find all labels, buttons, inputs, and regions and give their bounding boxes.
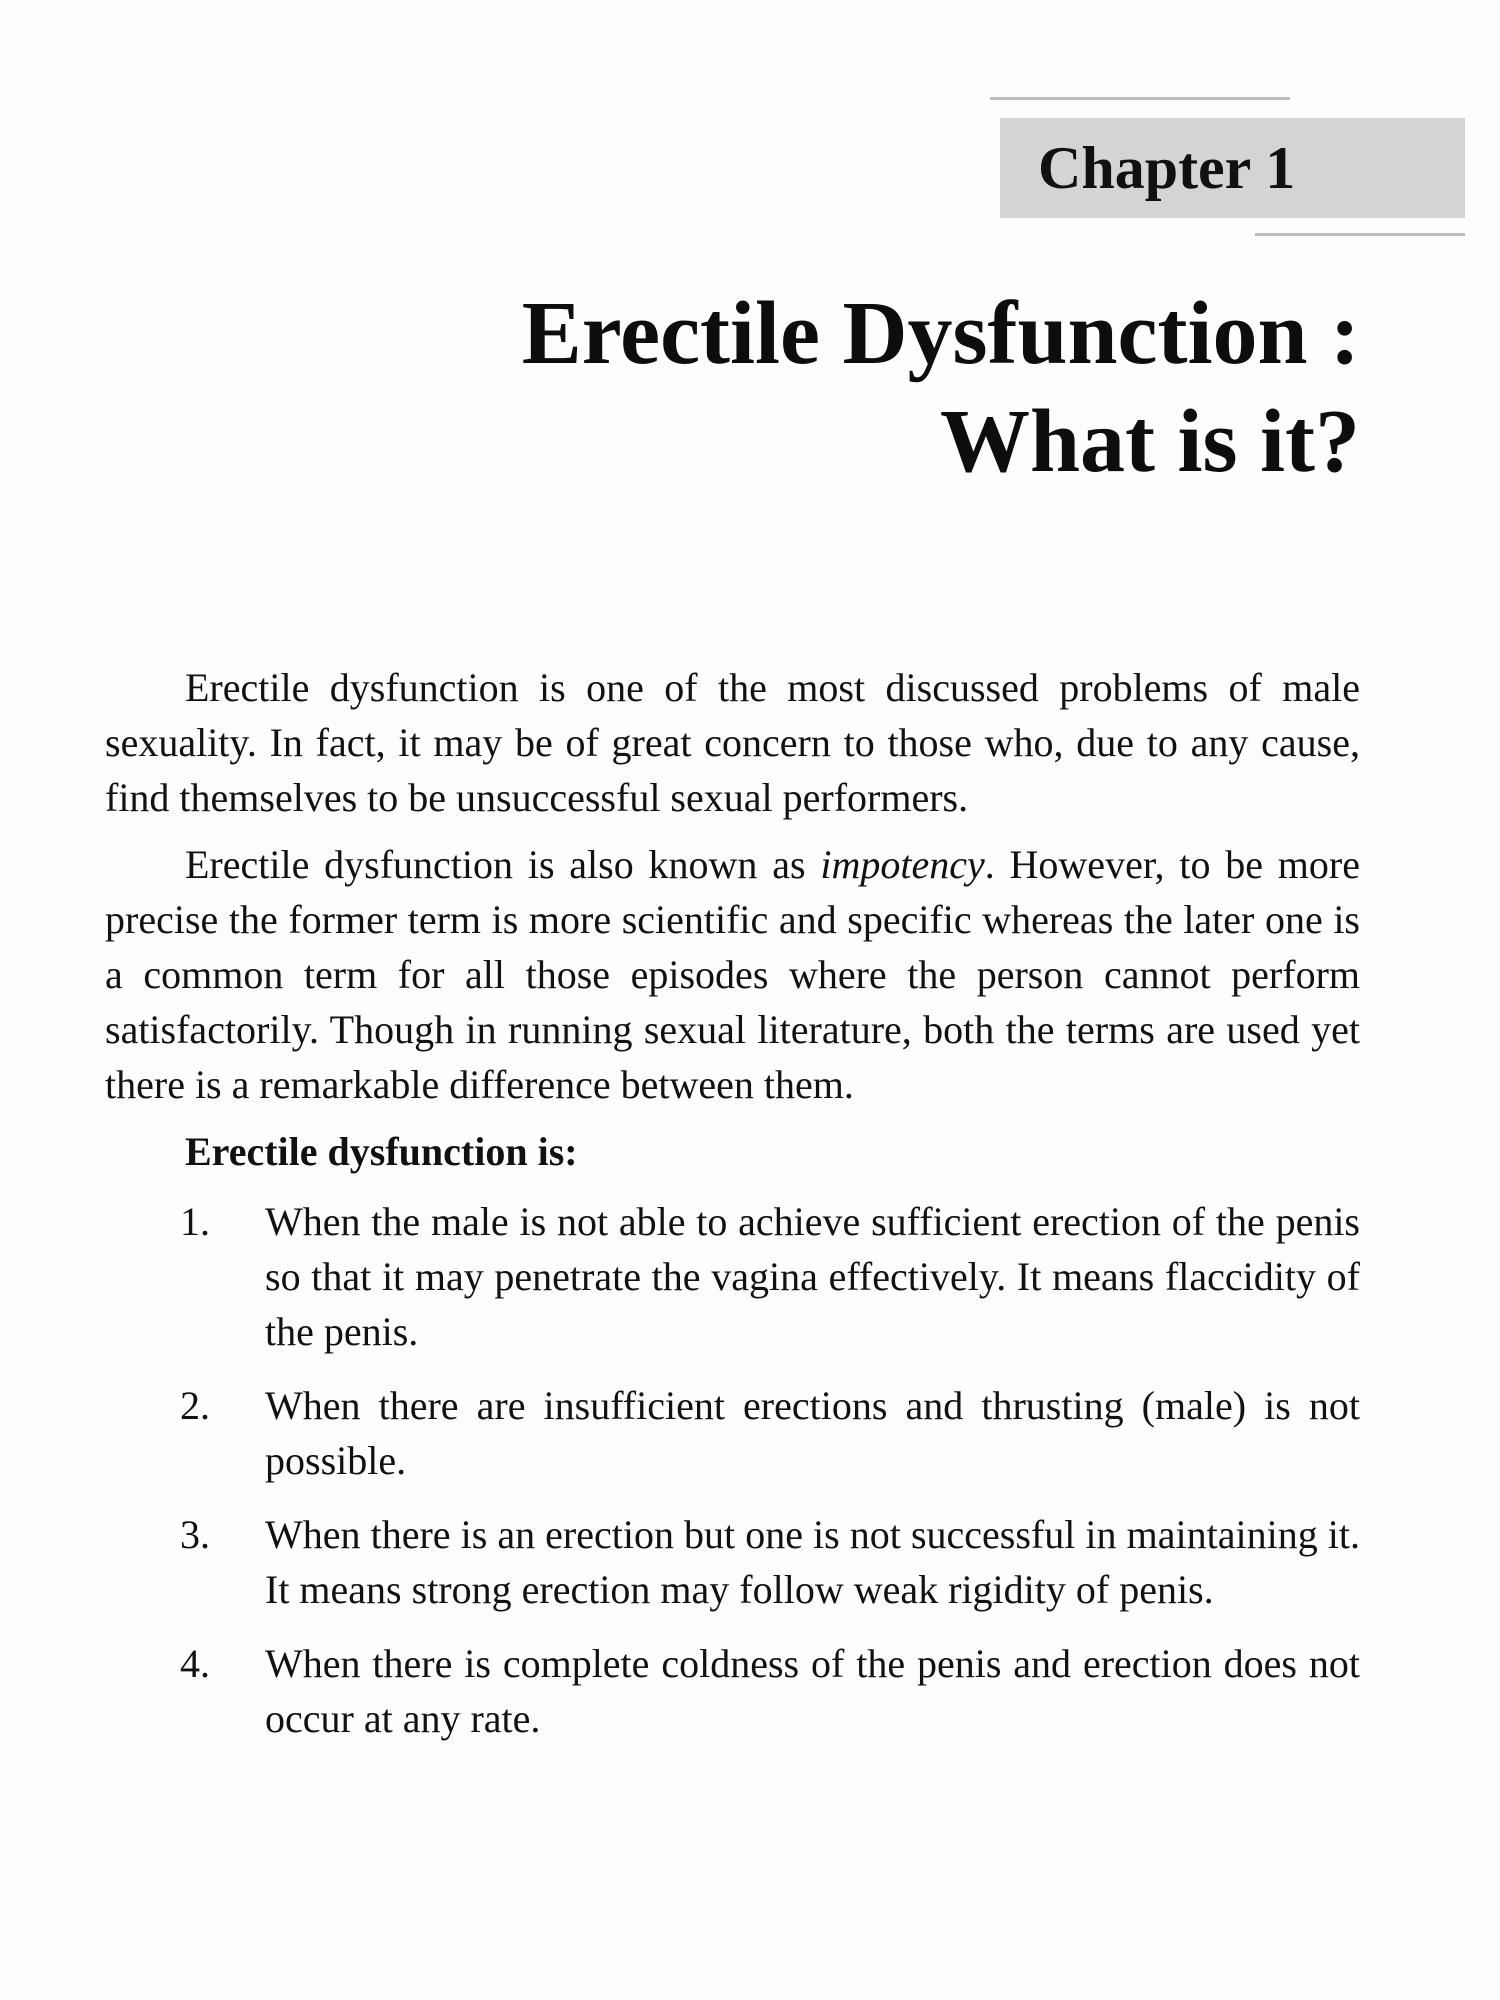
body-text — [105, 660, 1360, 1765]
numbered-list — [105, 1194, 1360, 1746]
paragraph-2-after: . However, to be more precise the former term is more scientific and specific whereas the later one is a common term for all those episodes where the person cannot perform satisfactorily. Though in running sexual literature, both the terms are used yet there is a remarkable difference between them. — [105, 842, 1360, 1107]
list-item-text: When there are insufficient erections and thrusting (male) is not possible. — [265, 1383, 1360, 1483]
list-item-text: When there is an erection but one is not successful in maintaining it. It means strong erection may follow weak rigidity of penis. — [265, 1512, 1360, 1612]
list-item-number: 2. — [180, 1383, 210, 1428]
paragraph-1: Erectile dysfunction is one of the most discussed problems of male sexuality. In fact, it may be of great concern to those who, due to any cause, find themselves to be unsuccessful sexual performers. — [105, 665, 1360, 820]
list-heading: Erectile dysfunction is: — [185, 1129, 578, 1174]
chapter-title-line-2: What is it? — [939, 392, 1360, 491]
list-item-number: 4. — [180, 1641, 210, 1686]
list-item-number: 3. — [180, 1512, 210, 1557]
chapter-rule-top — [990, 97, 1290, 100]
list-item-number: 1. — [180, 1199, 210, 1244]
list-item — [105, 1636, 1360, 1746]
chapter-title-line-1: Erectile Dysfunction : — [521, 284, 1360, 383]
chapter-label: Chapter 1 — [1000, 118, 1465, 218]
paragraph-2-emphasis: impotency — [820, 842, 985, 887]
list-item-text: When there is complete coldness of the penis and erection does not occur at any rate. — [265, 1641, 1360, 1741]
list-item — [105, 1378, 1360, 1488]
paragraph-2-before: Erectile dysfunction is also known as — [185, 842, 821, 887]
list-item-text: When the male is not able to achieve sufficient erection of the penis so that it may penetrate the vagina effectively. It means flaccidity of the penis. — [265, 1199, 1360, 1354]
list-item — [105, 1507, 1360, 1617]
chapter-rule-bottom — [1255, 233, 1465, 236]
chapter-title — [522, 280, 1360, 496]
paragraph-2 — [105, 837, 1360, 1112]
list-item — [105, 1194, 1360, 1359]
